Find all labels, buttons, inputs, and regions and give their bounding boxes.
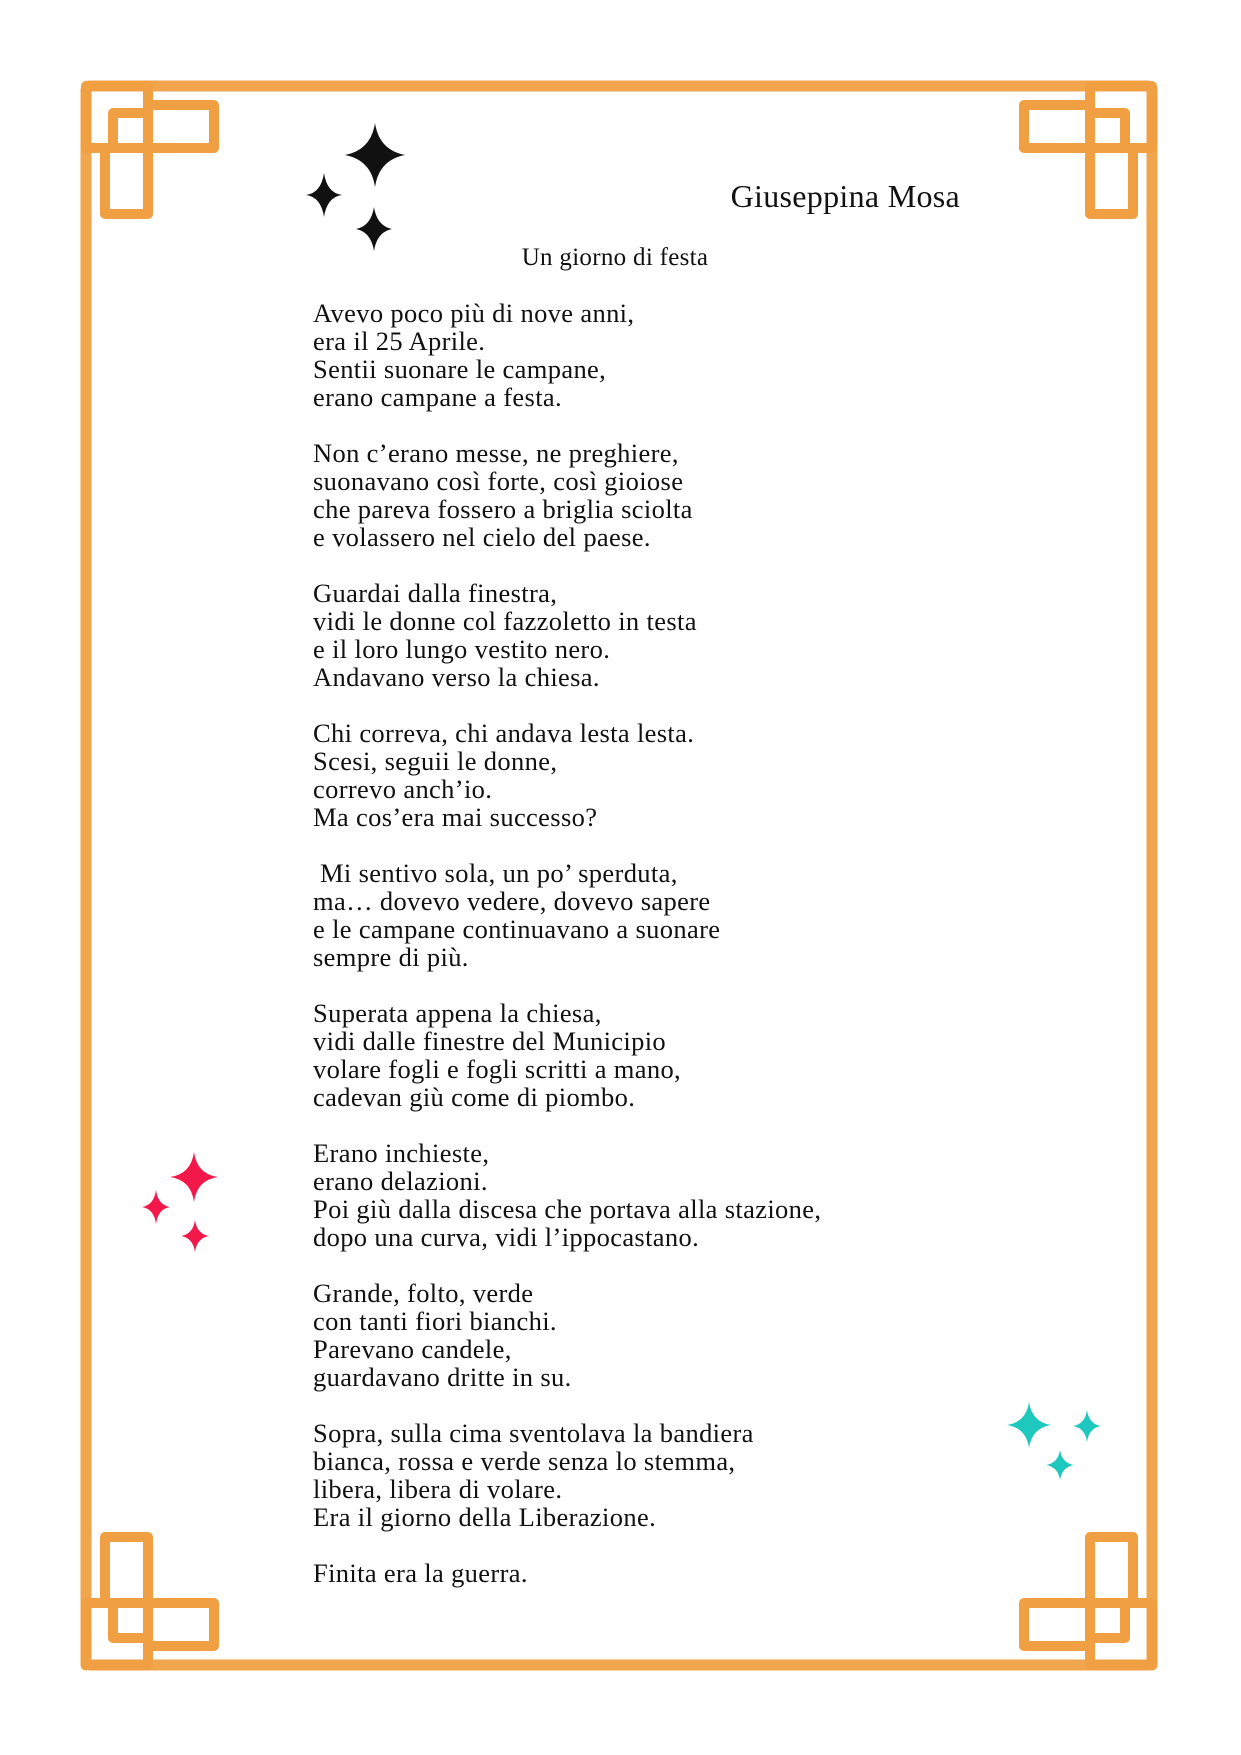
frame-corner-top-left — [86, 86, 214, 214]
poem-line: Avevo poco più di nove anni, — [313, 298, 635, 328]
poem-line: Ma cos’era mai successo? — [313, 802, 598, 832]
poem-line: libera, libera di volare. — [313, 1474, 563, 1504]
red-sparkles-icon — [138, 1150, 228, 1255]
teal-sparkles-icon — [1003, 1400, 1108, 1485]
poem-line: Sentii suonare le campane, — [313, 354, 607, 384]
poem-line: erano delazioni. — [313, 1166, 488, 1196]
poem-line: Superata appena la chiesa, — [313, 998, 602, 1028]
poem-body — [313, 299, 1013, 1615]
poem-line: Era il giorno della Liberazione. — [313, 1502, 657, 1532]
poem-line: suonavano così forte, così gioiose — [313, 466, 684, 496]
poem-line: cadevan giù come di piombo. — [313, 1082, 636, 1112]
poem-line: vidi dalle finestre del Municipio — [313, 1026, 667, 1056]
poem-line: e volassero nel cielo del paese. — [313, 522, 651, 552]
black-sparkles-icon — [300, 115, 410, 255]
poem-line: Erano inchieste, — [313, 1138, 490, 1168]
poem-line: Grande, folto, verde — [313, 1278, 534, 1308]
poem-line: vidi le donne col fazzoletto in testa — [313, 606, 697, 636]
stanza — [313, 579, 1013, 691]
poem-line: correvo anch’io. — [313, 774, 493, 804]
author-name: Giuseppina Mosa — [730, 178, 960, 214]
poem-line: Poi giù dalla discesa che portava alla stazione, — [313, 1194, 822, 1224]
poem-line: Andavano verso la chiesa. — [313, 662, 600, 692]
poem-title: Un giorno di festa — [521, 244, 709, 271]
poem-line: ma… dovevo vedere, dovevo sapere — [313, 886, 711, 916]
stanza — [313, 1559, 1013, 1587]
stanza — [313, 439, 1013, 551]
poem-line: Chi correva, chi andava lesta lesta. — [313, 718, 695, 748]
poem-line: sempre di più. — [313, 942, 469, 972]
stanza — [313, 999, 1013, 1111]
poem-line: volare fogli e fogli scritti a mano, — [313, 1054, 682, 1084]
poem-line: e le campane continuavano a suonare — [313, 914, 721, 944]
poem-line: e il loro lungo vestito nero. — [313, 634, 611, 664]
poem-line: era il 25 Aprile. — [313, 326, 486, 356]
poem-line: Finita era la guerra. — [313, 1558, 528, 1588]
poem-line: Scesi, seguii le donne, — [313, 746, 558, 776]
stanza — [313, 299, 1013, 411]
stanza — [313, 1139, 1013, 1251]
stanza — [313, 1419, 1013, 1531]
poem-line: Sopra, sulla cima sventolava la bandiera — [313, 1418, 754, 1448]
poem-line: Guardai dalla finestra, — [313, 578, 558, 608]
poem-line: erano campane a festa. — [313, 382, 562, 412]
stanza — [313, 719, 1013, 831]
poem-line: bianca, rossa e verde senza lo stemma, — [313, 1446, 736, 1476]
poem-line: dopo una curva, vidi l’ippocastano. — [313, 1222, 700, 1252]
poem-line: guardavano dritte in su. — [313, 1362, 572, 1392]
stanza — [313, 1279, 1013, 1391]
poem-line: Parevano candele, — [313, 1334, 512, 1364]
stanza — [313, 859, 1013, 971]
poem-line: con tanti fiori bianchi. — [313, 1306, 557, 1336]
poem-line: Mi sentivo sola, un po’ sperduta, — [313, 858, 678, 888]
poem-line: Non c’erano messe, ne preghiere, — [313, 438, 679, 468]
poem-line: che pareva fossero a briglia sciolta — [313, 494, 693, 524]
